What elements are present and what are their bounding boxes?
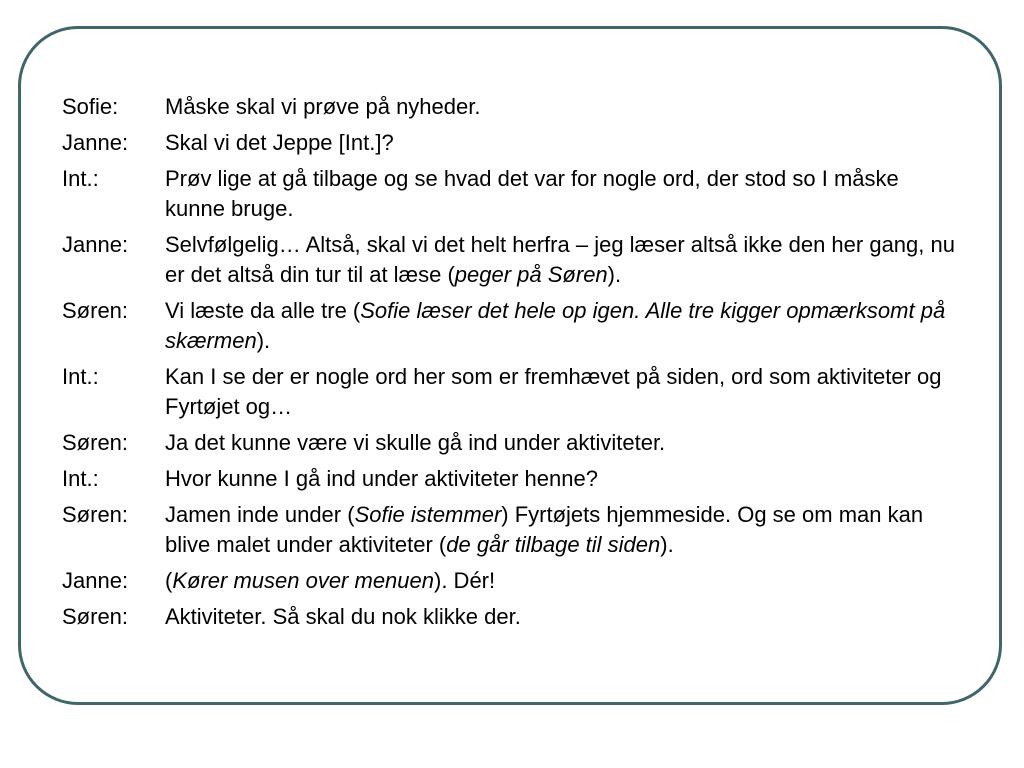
stage-direction: Sofie istemmer	[354, 502, 502, 527]
speech-text: Vi læste da alle tre (	[165, 298, 361, 323]
stage-direction: Kører musen over menuen	[172, 568, 434, 593]
transcript-turn	[62, 164, 962, 224]
speech-text: Skal vi det Jeppe [Int.]?	[165, 130, 394, 155]
utterance	[165, 602, 962, 632]
speech-text: ). Dér!	[434, 568, 496, 593]
speech-text: ) Fyrtøjets hjemmeside. Og se om man kan blive malet under aktiviteter (	[165, 502, 924, 557]
speech-text: (	[165, 568, 173, 593]
speaker-label: Int.:	[62, 166, 99, 191]
utterance	[165, 428, 962, 458]
speech-text: Prøv lige at gå tilbage og se hvad det var for nogle ord, der stod so I måske kunne bruge.	[165, 166, 899, 221]
speaker-label: Janne:	[62, 130, 129, 155]
speaker-label: Søren:	[62, 502, 129, 527]
speech-text: Selvfølgelig… Altså, skal vi det helt herfra – jeg læser altså ikke den her gang, nu er det altså din tur til at læse (	[165, 232, 955, 287]
transcript-turn	[62, 92, 962, 122]
transcript-turn	[62, 296, 962, 356]
speech-text: ).	[607, 262, 622, 287]
stage-direction: peger på Søren	[454, 262, 608, 287]
transcript	[62, 92, 962, 638]
speech-text: Aktiviteter. Så skal du nok klikke der.	[165, 604, 521, 629]
speech-text: Måske skal vi prøve på nyheder.	[165, 94, 481, 119]
utterance	[165, 92, 962, 122]
utterance	[165, 464, 962, 494]
speaker-label: Sofie:	[62, 94, 119, 119]
speaker-label: Janne:	[62, 232, 129, 257]
transcript-turn	[62, 566, 962, 596]
speech-text: Ja det kunne være vi skulle gå ind under aktiviteter.	[165, 430, 666, 455]
stage-direction: Sofie læser det hele op igen. Alle tre kigger opmærksomt på skærmen	[165, 298, 946, 353]
transcript-turn	[62, 362, 962, 422]
transcript-turn	[62, 602, 962, 632]
speaker-label: Søren:	[62, 298, 129, 323]
speech-text: ).	[660, 532, 674, 557]
utterance	[165, 500, 962, 560]
utterance	[165, 230, 962, 290]
speaker-label: Int.:	[62, 466, 99, 491]
speech-text: Jamen inde under (	[165, 502, 355, 527]
transcript-turn	[62, 128, 962, 158]
utterance	[165, 566, 962, 596]
speaker-label: Søren:	[62, 604, 129, 629]
speaker-label: Søren:	[62, 430, 129, 455]
speaker-label: Janne:	[62, 568, 129, 593]
transcript-turn	[62, 428, 962, 458]
transcript-turn	[62, 500, 962, 560]
stage-direction: de går tilbage til siden	[446, 532, 661, 557]
transcript-turn	[62, 230, 962, 290]
speaker-label: Int.:	[62, 364, 99, 389]
speech-text: Kan I se der er nogle ord her som er fremhævet på siden, ord som aktiviteter og Fyrtøjet og…	[165, 364, 942, 419]
utterance	[165, 128, 962, 158]
utterance	[165, 362, 962, 422]
utterance	[165, 164, 962, 224]
transcript-turn	[62, 464, 962, 494]
speech-text: Hvor kunne I gå ind under aktiviteter henne?	[165, 466, 598, 491]
utterance	[165, 296, 962, 356]
speech-text: ).	[256, 328, 271, 353]
